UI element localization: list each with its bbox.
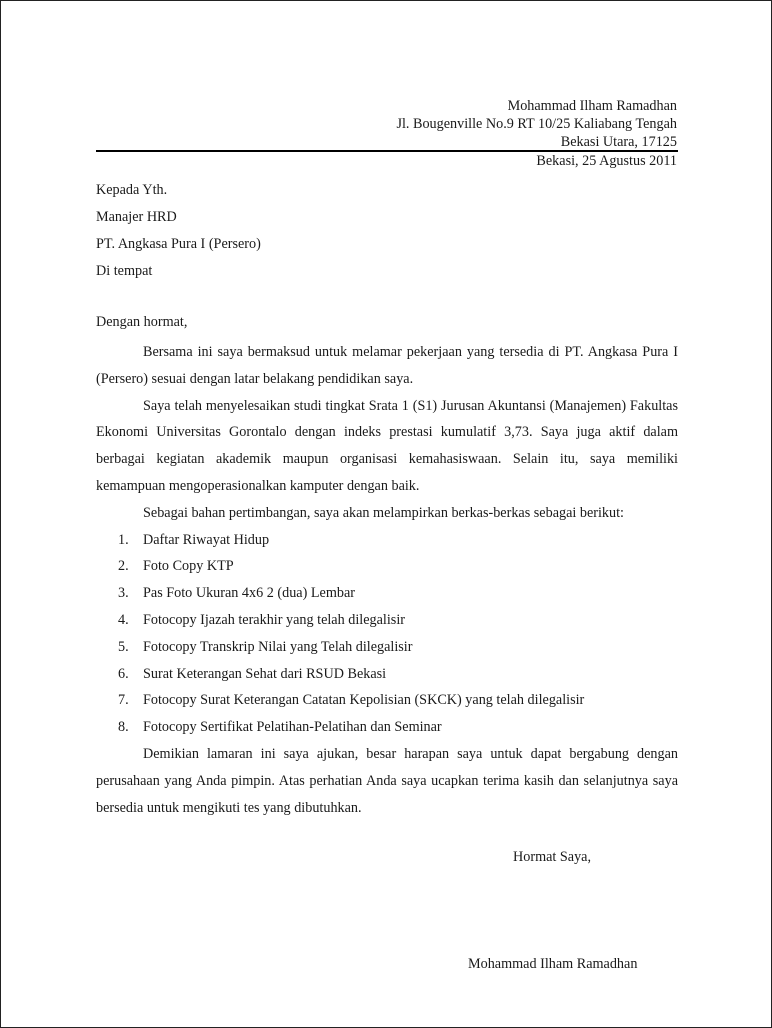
attachment-text: Foto Copy KTP [143, 558, 234, 575]
attachment-text: Daftar Riwayat Hidup [143, 531, 270, 548]
attachment-item [96, 553, 678, 580]
recipient-line1: Kepada Yth. [96, 182, 168, 198]
attachment-number: 3. [118, 585, 129, 602]
recipient-line2: Manajer HRD [96, 209, 177, 225]
body-paragraph-education: Saya telah menyelesaikan studi tingkat Srata 1 (S1) Jurusan Akuntansi (Manajemen) Fakultas Ekonomi Universitas Gorontalo dengan indeks prestasi kumulatif 3,73. Saya juga aktif dalam berbagai kegiatan akademik maupun organisasi kemahasiswaan. Selain itu, saya memiliki kemampuan mengoperasionalkan kamputer dengan baik. [96, 397, 678, 494]
attachment-item [96, 687, 678, 714]
recipient-block [96, 177, 261, 285]
closing-phrase: Hormat Saya, [513, 849, 592, 865]
attachment-number: 2. [118, 558, 129, 575]
letter-date: Bekasi, 25 Agustus 2011 [536, 153, 677, 169]
sender-name: Mohammad Ilham Ramadhan [507, 98, 677, 114]
attachment-text: Fotocopy Surat Keterangan Catatan Kepolisian (SKCK) yang telah dilegalisir [143, 692, 585, 709]
attachment-item [96, 527, 678, 554]
body-paragraph-intro: Bersama ini saya bermaksud untuk melamar pekerjaan yang tersedia di PT. Angkasa Pura I (Persero) sesuai dengan latar belakang pendidikan saya. [96, 344, 678, 387]
sender-address-line1: Jl. Bougenville No.9 RT 10/25 Kaliabang Tengah [396, 116, 677, 132]
recipient-line4: Di tempat [96, 263, 153, 279]
attachment-text: Fotocopy Ijazah terakhir yang telah dilegalisir [143, 611, 405, 628]
attachment-item [96, 661, 678, 688]
sender-block [396, 97, 677, 151]
attachment-item [96, 580, 678, 607]
signature-name: Mohammad Ilham Ramadhan [468, 956, 638, 972]
attachment-text: Pas Foto Ukuran 4x6 2 (dua) Lembar [143, 585, 355, 602]
sender-address-line2: Bekasi Utara, 17125 [560, 134, 677, 150]
attachment-text: Fotocopy Sertifikat Pelatihan-Pelatihan dan Seminar [143, 719, 442, 736]
attachment-text: Surat Keterangan Sehat dari RSUD Bekasi [143, 665, 387, 682]
recipient-line3: PT. Angkasa Pura I (Persero) [96, 236, 261, 252]
attachment-list [96, 527, 678, 741]
attachment-number: 7. [118, 692, 129, 709]
body-paragraph-closing: Demikian lamaran ini saya ajukan, besar harapan saya untuk dapat bergabung dengan perusahaan yang Anda pimpin. Atas perhatian Anda saya ucapkan terima kasih dan selanjutnya saya bersedia untuk mengikuti tes yang dibutuhkan. [96, 745, 678, 816]
attachment-number: 5. [118, 638, 129, 655]
attachment-number: 6. [118, 665, 129, 682]
attachment-item [96, 634, 678, 661]
attachment-number: 1. [118, 531, 129, 548]
body-paragraph-attachments-intro: Sebagai bahan pertimbangan, saya akan melampirkan berkas-berkas sebagai berikut: [143, 504, 625, 521]
letter-body [96, 339, 678, 821]
attachment-number: 8. [118, 719, 129, 736]
attachment-item [96, 714, 678, 741]
attachment-item [96, 607, 678, 634]
salutation: Dengan hormat, [96, 314, 188, 330]
attachment-text: Fotocopy Transkrip Nilai yang Telah dilegalisir [143, 638, 413, 655]
attachment-number: 4. [118, 611, 129, 628]
